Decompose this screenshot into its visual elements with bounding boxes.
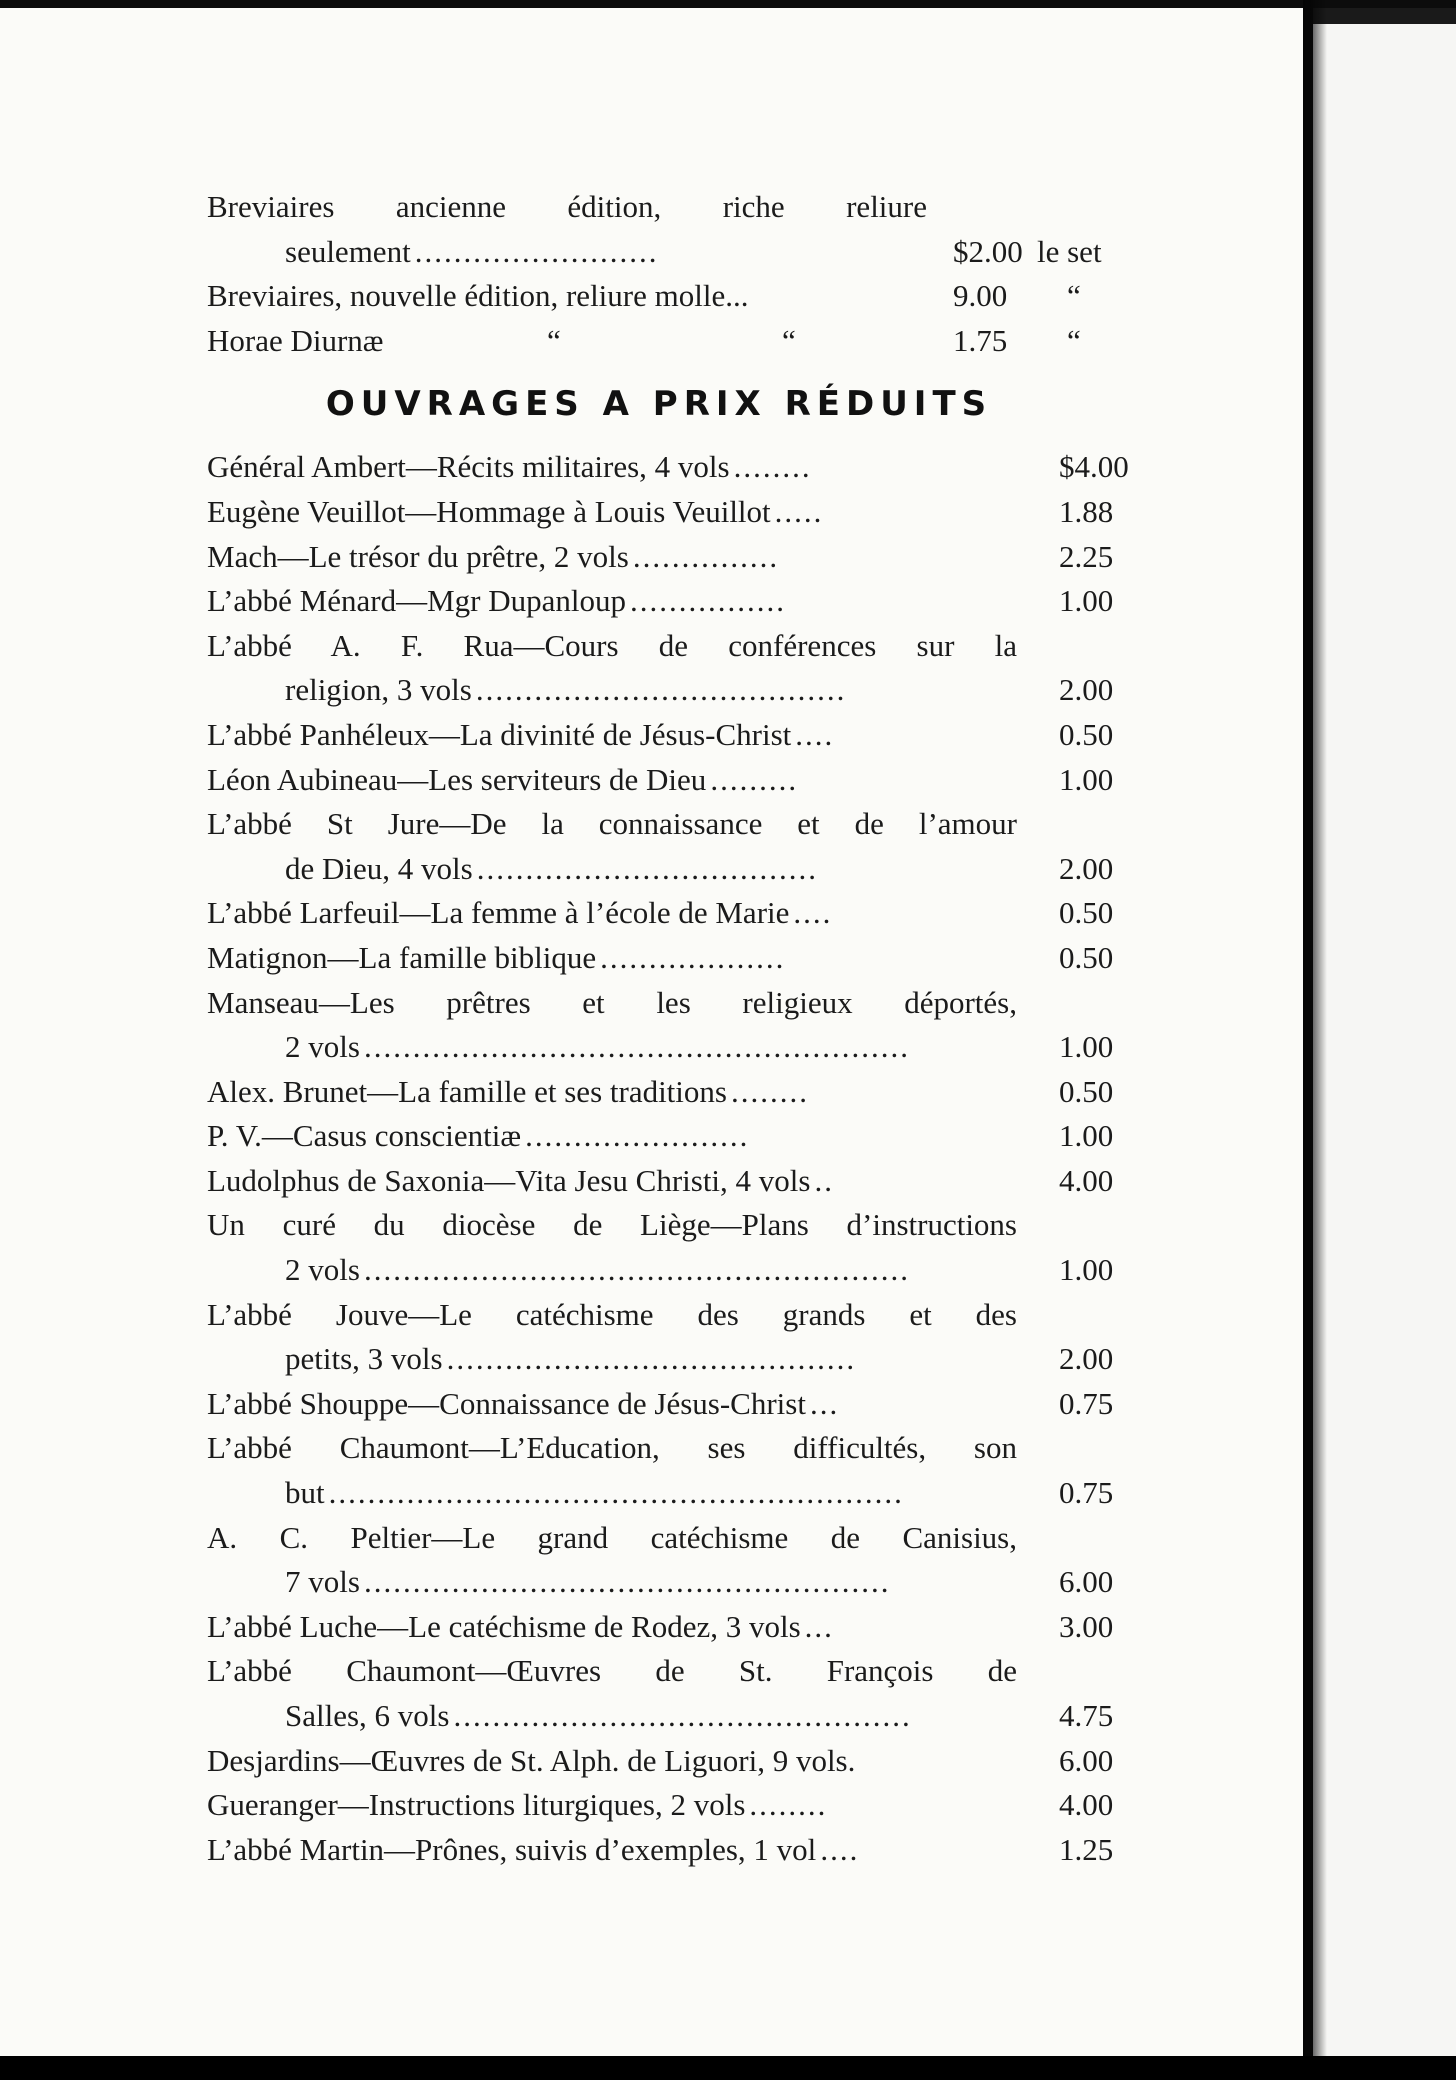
entry-text: A. C. Peltier—Le grand catéchisme de Canisius, (207, 1519, 1017, 1555)
entry-text: L’abbé Chaumont—Œuvres de St. François de (207, 1653, 1017, 1689)
list-line (207, 1828, 1137, 1873)
dot-leader: ...................................... (475, 672, 847, 708)
price: 1.00 (1059, 583, 1114, 619)
entry-text: L’abbé Shouppe—Connaissance de Jésus-Christ (207, 1385, 806, 1421)
list-line (207, 1203, 1137, 1248)
list-line (207, 847, 1137, 892)
list-line (207, 802, 1137, 847)
entry-text: 2 vols (285, 1252, 360, 1288)
list-line (207, 535, 1137, 580)
list-line (207, 713, 1137, 758)
list-line (207, 274, 1137, 319)
dot-leader: .......................................... (446, 1341, 857, 1377)
list-item (207, 1516, 1137, 1605)
entry-text: 7 vols (285, 1564, 360, 1600)
entry-text: L’abbé A. F. Rua—Cours de conférences sur la (207, 627, 1017, 663)
list-item (207, 758, 1137, 803)
list-item (207, 1159, 1137, 1204)
dot-leader: .... (795, 716, 835, 752)
price: 2.00 (1059, 850, 1114, 886)
list-line (207, 1516, 1137, 1561)
price: $2.00 (953, 233, 1023, 269)
price: $4.00 (1059, 449, 1129, 485)
entry-text: L’abbé Martin—Prônes, suivis d’exemples, 1 vol (207, 1831, 817, 1867)
list-item (207, 1828, 1137, 1873)
dot-leader: ... (809, 1385, 840, 1421)
list-line (207, 319, 1137, 364)
dot-leader: ............... (632, 538, 780, 574)
list-line (207, 1739, 1137, 1784)
list-line (207, 1694, 1137, 1739)
dot-leader: ........ (730, 1073, 809, 1109)
price: 1.25 (1059, 1831, 1114, 1867)
dot-leader: ........................................................ (363, 1029, 910, 1065)
list-line (207, 668, 1137, 713)
dot-leader: ........ (749, 1787, 828, 1823)
entry-text: Général Ambert—Récits militaires, 4 vols (207, 449, 730, 485)
unit-label: le set (1037, 233, 1102, 269)
list-line (207, 490, 1137, 535)
entry-text: but (285, 1475, 325, 1511)
list-item (207, 1114, 1137, 1159)
list-line (207, 1293, 1137, 1338)
dot-leader: ........ (733, 449, 812, 485)
breviary-list (207, 185, 1137, 363)
price: 3.00 (1059, 1608, 1114, 1644)
price: 2.25 (1059, 538, 1114, 574)
list-line (207, 230, 1137, 275)
list-line (207, 936, 1137, 981)
list-line (207, 1114, 1137, 1159)
list-line (207, 981, 1137, 1026)
list-line (207, 624, 1137, 669)
price: 1.88 (1059, 493, 1114, 529)
price: 4.75 (1059, 1698, 1114, 1733)
entry-text: Manseau—Les prêtres et les religieux déportés, (207, 984, 1017, 1020)
dot-leader: ........................................................... (328, 1475, 904, 1511)
list-item (207, 981, 1137, 1070)
price: 1.00 (1059, 1118, 1114, 1154)
entry-text: Léon Aubineau—Les serviteurs de Dieu (207, 761, 707, 797)
list-item (207, 579, 1137, 624)
unit-label: “ (1067, 278, 1081, 314)
dot-leader: .... (820, 1831, 860, 1867)
dot-leader: ......................... (414, 233, 659, 269)
entry-text: Matignon—La famille biblique (207, 939, 597, 975)
list-line (207, 1025, 1137, 1070)
entry-text: L’abbé Ménard—Mgr Dupanloup (207, 583, 626, 619)
list-item (207, 1203, 1137, 1292)
entry-text: L’abbé Luche—Le catéchisme de Rodez, 3 vols (207, 1608, 801, 1644)
unit-label: “ (1067, 322, 1081, 358)
list-line (207, 1649, 1137, 1694)
list-item (207, 1739, 1137, 1784)
entry-text: 2 vols (285, 1029, 360, 1065)
price-list (207, 185, 1137, 1872)
list-item (207, 624, 1137, 713)
entry-text: Breviaires ancienne édition, riche reliure (207, 189, 927, 224)
list-line (207, 758, 1137, 803)
reduced-price-list (207, 445, 1137, 1872)
price: 1.00 (1059, 1252, 1114, 1288)
list-line (207, 445, 1137, 490)
list-item (207, 445, 1137, 490)
price: 4.00 (1059, 1162, 1114, 1198)
price: 0.50 (1059, 939, 1114, 975)
list-item (207, 891, 1137, 936)
entry-text: Desjardins—Œuvres de St. Alph. de Liguori, 9 vols. (207, 1742, 856, 1778)
dot-leader: .... (793, 895, 833, 931)
dot-leader: ......... (710, 761, 799, 797)
list-item (207, 535, 1137, 580)
price: 1.00 (1059, 1029, 1114, 1065)
price: 6.00 (1059, 1742, 1114, 1778)
list-item (207, 490, 1137, 535)
list-item (207, 319, 1137, 364)
list-item (207, 185, 1137, 274)
list-line (207, 1783, 1137, 1828)
section-heading: OUVRAGES A PRIX RÉDUITS (325, 384, 993, 425)
price: 0.75 (1059, 1475, 1114, 1511)
price: 2.00 (1059, 1341, 1114, 1377)
entry-text: Horae Diurnæ (207, 322, 384, 358)
list-line (207, 1337, 1137, 1382)
entry-text: L’abbé St Jure—De la connaissance et de l’amour (207, 806, 1017, 842)
entry-text: Gueranger—Instructions liturgiques, 2 vols (207, 1787, 746, 1823)
list-line (207, 1605, 1137, 1650)
dot-leader: .. (814, 1162, 834, 1198)
gutter-shadow (1303, 0, 1327, 2080)
entry-text: Ludolphus de Saxonia—Vita Jesu Christi, 4 vols (207, 1162, 811, 1198)
dot-leader: ........................................................ (363, 1252, 910, 1288)
list-item (207, 1426, 1137, 1515)
dot-leader: ................... (600, 939, 786, 975)
entry-text: religion, 3 vols (285, 672, 472, 708)
entry-text: Breviaires, nouvelle édition, reliure molle... (207, 278, 749, 314)
list-line (207, 1248, 1137, 1293)
price: 4.00 (1059, 1787, 1114, 1823)
list-line (207, 1382, 1137, 1427)
entry-text: seulement (285, 233, 411, 269)
list-line (207, 1159, 1137, 1204)
list-line (207, 1070, 1137, 1115)
list-item (207, 802, 1137, 891)
list-line (207, 891, 1137, 936)
entry-text: Salles, 6 vols (285, 1698, 450, 1733)
scan-bottom-edge (0, 2056, 1456, 2080)
dot-leader: ....................... (525, 1118, 750, 1154)
list-item (207, 274, 1137, 319)
list-line (207, 579, 1137, 624)
price: 0.75 (1059, 1385, 1114, 1421)
price: 6.00 (1059, 1564, 1114, 1600)
ditto-mark: “ (547, 322, 561, 358)
entry-text: L’abbé Chaumont—L’Education, ses difficultés, son (207, 1430, 1017, 1466)
scan-top-edge (0, 0, 1456, 8)
price: 9.00 (953, 278, 1008, 314)
list-line (207, 1560, 1137, 1605)
entry-text: L’abbé Jouve—Le catéchisme des grands et des (207, 1296, 1017, 1332)
dot-leader: ............................................... (453, 1698, 912, 1733)
price: 0.50 (1059, 716, 1114, 752)
dot-leader: ...................................................... (363, 1564, 891, 1600)
entry-text: de Dieu, 4 vols (285, 850, 473, 886)
entry-text: Mach—Le trésor du prêtre, 2 vols (207, 538, 629, 574)
price: 2.00 (1059, 672, 1114, 708)
price: 0.50 (1059, 1073, 1114, 1109)
entry-text: petits, 3 vols (285, 1341, 443, 1377)
price: 1.75 (953, 322, 1008, 358)
entry-text: Un curé du diocèse de Liège—Plans d’instructions (207, 1207, 1017, 1243)
list-line (207, 1471, 1137, 1516)
entry-text: L’abbé Panhéleux—La divinité de Jésus-Christ (207, 716, 792, 752)
list-item (207, 1382, 1137, 1427)
dot-leader: ..... (774, 493, 824, 529)
list-item (207, 1293, 1137, 1382)
price: 1.00 (1059, 761, 1114, 797)
list-item (207, 713, 1137, 758)
list-item (207, 936, 1137, 981)
facing-page-edge (1313, 24, 1456, 2056)
list-line (207, 185, 1137, 230)
dot-leader: ... (804, 1608, 834, 1644)
list-item (207, 1783, 1137, 1828)
price: 0.50 (1059, 895, 1114, 931)
entry-text: P. V.—Casus conscientiæ (207, 1118, 522, 1154)
list-line (207, 1426, 1137, 1471)
entry-text: Eugène Veuillot—Hommage à Louis Veuillot (207, 493, 771, 529)
entry-text: Alex. Brunet—La famille et ses traditions (207, 1073, 727, 1109)
list-item (207, 1070, 1137, 1115)
dot-leader: ................................... (476, 850, 818, 886)
entry-text: L’abbé Larfeuil—La femme à l’école de Marie (207, 895, 790, 931)
ditto-mark: “ (782, 322, 796, 358)
list-item (207, 1649, 1137, 1738)
dot-leader: ................ (629, 583, 786, 619)
list-item (207, 1605, 1137, 1650)
